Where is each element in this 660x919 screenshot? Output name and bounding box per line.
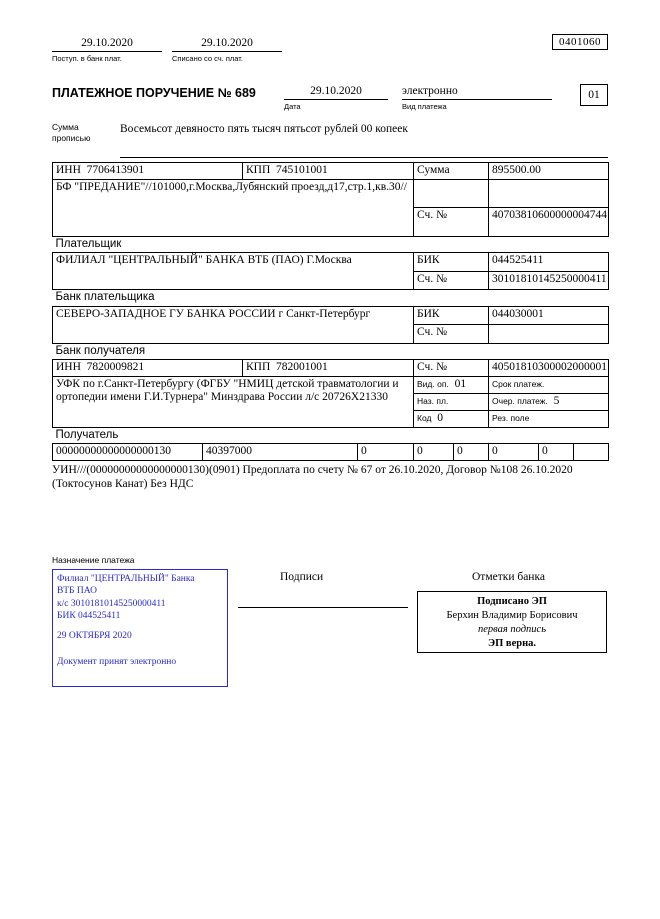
- received-date-caption: Поступ. в банк плат.: [52, 54, 122, 63]
- purpose-code-cell: [414, 393, 489, 410]
- payment-kind-value: электронно: [402, 84, 552, 100]
- budget-kbk: 00000000000000000130: [53, 444, 203, 461]
- document-date-value: 29.10.2020: [284, 84, 388, 100]
- amount-in-words-row: [52, 122, 608, 162]
- stamp-line3: к/с 30101810145250000411: [57, 598, 166, 609]
- payee-bank-bik-label: БИК: [414, 306, 489, 325]
- purpose-code-label: Наз. пл.: [417, 395, 449, 406]
- document-code: 01: [580, 84, 608, 106]
- payee-kpp-value: 782001001: [276, 361, 328, 373]
- budget-doc-number: 0: [454, 444, 489, 461]
- purpose-caption: Назначение платежа: [52, 554, 135, 565]
- payee-caption-spacer: [414, 427, 609, 444]
- electronic-signature-box: [417, 591, 607, 653]
- payer-bank-account-value: 30101810145250000411: [489, 271, 609, 290]
- stamp-gap-2: [57, 642, 223, 649]
- payer-bank-caption-row: [53, 290, 609, 307]
- payee-bank-bik-value: 044030001: [489, 306, 609, 325]
- stamp-line2: ВТБ ПАО: [57, 586, 97, 596]
- payer-bank-bik-value: 044525411: [489, 253, 609, 272]
- purpose-text: УИН///(00000000000000000130)(0901) Предоплата по счету № 67 от 26.10.2020, Договор №108 26.10.2020 (Токтосунов Канат) Без НДС: [52, 463, 573, 490]
- payee-kpp-label: КПП: [246, 361, 271, 373]
- title-row: [52, 84, 608, 118]
- payer-caption-spacer: [414, 236, 609, 253]
- received-date-block: [52, 36, 162, 63]
- op-kind-label: Вид. оп.: [417, 378, 449, 389]
- queue-label: Очер. платеж.: [492, 395, 548, 406]
- payer-inn-row: [53, 163, 609, 180]
- queue-cell: [489, 393, 609, 410]
- payment-kind-caption: Вид платежа: [402, 102, 447, 111]
- stamp-accepted: Документ принят электронно: [57, 657, 177, 667]
- payer-inn-cell: [53, 163, 243, 180]
- payee-inn-label: ИНН: [56, 361, 81, 373]
- amount-label-cell: Сумма: [414, 163, 489, 180]
- payer-name-cell: [53, 179, 414, 236]
- payee-caption-row: [53, 427, 609, 444]
- payee-caption: Получатель: [55, 428, 119, 441]
- payer-bank-name-cell: [53, 253, 414, 290]
- payment-order-document: [52, 36, 608, 699]
- payer-name-value: БФ "ПРЕДАНИЕ"//101000,г.Москва,Лубянский проезд,д17,стр.1,кв.30//: [56, 180, 407, 193]
- payee-bank-name-value: СЕВЕРО-ЗАПАДНОЕ ГУ БАНКА РОССИИ г Санкт-Петербург: [56, 307, 371, 320]
- payee-name-row: [53, 376, 609, 393]
- stamp-gap-3: [57, 649, 223, 656]
- amount-in-words-label-line1: Сумма: [52, 122, 79, 132]
- payer-kpp-value: 745101001: [276, 164, 328, 176]
- amount-in-words-value: Восемьсот девяносто пять тысяч пятьсот рублей 00 копеек: [120, 122, 608, 158]
- term-label: Срок платеж.: [492, 378, 545, 389]
- purpose-block: [52, 463, 608, 567]
- stamp-line4: БИК 044525411: [57, 611, 121, 621]
- bank-stamp: [52, 569, 228, 687]
- code-cell: [414, 410, 489, 427]
- signature-line: [238, 607, 408, 608]
- debited-date-value: 29.10.2020: [172, 36, 282, 52]
- payer-kpp-cell: [243, 163, 414, 180]
- term-cell: [489, 376, 609, 393]
- form-code: 0401060: [552, 34, 608, 50]
- stamp-date: 29 ОКТЯБРЯ 2020: [57, 630, 132, 641]
- ep-person: Берхин Владимир Борисович: [446, 609, 578, 621]
- code-label: Код: [417, 412, 432, 423]
- payer-kpp-label: КПП: [246, 164, 271, 176]
- page-title: ПЛАТЕЖНОЕ ПОРУЧЕНИЕ № 689: [52, 86, 256, 100]
- budget-doc-date: 0: [489, 444, 539, 461]
- payer-inn-label: ИНН: [56, 164, 81, 176]
- payer-bank-bik-label: БИК: [414, 253, 489, 272]
- payer-account-value: 40703810600000004744: [489, 208, 609, 237]
- payer-caption-row: [53, 236, 609, 253]
- payee-name-value: УФК по г.Санкт-Петербургу (ФГБУ "НМИЦ детской травматологии и ортопедии имени Г.И.Турнера" Минздрава России л/с 20726Х21330: [56, 377, 399, 403]
- op-kind-cell: [414, 376, 489, 393]
- payer-bank-account-label: Сч. №: [414, 271, 489, 290]
- budget-type: 0: [539, 444, 574, 461]
- payee-account-value: 40501810300002000001: [489, 360, 609, 377]
- payee-bank-account-label: Сч. №: [414, 325, 489, 344]
- payment-kind-block: [402, 84, 552, 111]
- ep-valid: ЭП верна.: [487, 637, 536, 649]
- ep-title: Подписано ЭП: [477, 595, 547, 607]
- debited-date-caption: Списано со сч. плат.: [172, 54, 243, 63]
- amount-in-words-label: [52, 122, 116, 144]
- budget-details-row: [53, 444, 609, 461]
- payer-bank-name-value: ФИЛИАЛ "ЦЕНТРАЛЬНЫЙ" БАНКА ВТБ (ПАО) Г.Москва: [56, 254, 352, 266]
- payee-inn-cell: [53, 360, 243, 377]
- payee-bank-caption-spacer: [414, 343, 609, 360]
- payer-inn-value: 7706413901: [86, 164, 145, 176]
- stamp-gap-1: [57, 623, 223, 630]
- payee-bank-account-value: [489, 325, 609, 344]
- budget-period: 0: [414, 444, 454, 461]
- amount-value-cell: 895500.00: [489, 163, 609, 180]
- budget-oktmo: 40397000: [203, 444, 358, 461]
- received-date-value: 29.10.2020: [52, 36, 162, 52]
- payee-name-cell: [53, 376, 414, 427]
- payee-inn-row: [53, 360, 609, 377]
- payee-account-label: Сч. №: [414, 360, 489, 377]
- debited-date-block: [172, 36, 282, 63]
- budget-reason: 0: [358, 444, 414, 461]
- payee-bank-name-cell: [53, 306, 414, 343]
- bank-marks-label: Отметки банка: [472, 570, 545, 583]
- payer-name-row: [53, 179, 609, 208]
- signature-area: [52, 569, 608, 699]
- top-dates-row: [52, 36, 608, 76]
- document-date-block: [284, 84, 388, 111]
- reserve-label: Рез. поле: [492, 412, 530, 423]
- stamp-line1: Филиал "ЦЕНТРАЛЬНЫЙ" Банка: [57, 573, 195, 584]
- signatures-label: Подписи: [280, 570, 324, 583]
- payee-bank-caption: Банк получателя: [55, 344, 146, 357]
- payer-account-top-spacer: [489, 179, 609, 208]
- amount-in-words-label-line2: прописью: [52, 133, 91, 143]
- payer-bank-row: [53, 253, 609, 272]
- payer-account-label-cell: [414, 179, 489, 208]
- queue-value: 5: [553, 394, 560, 407]
- payer-bank-caption-spacer: [414, 290, 609, 307]
- payee-inn-value: 7820009821: [86, 361, 145, 373]
- budget-extra: [574, 444, 609, 461]
- payee-bank-caption-row: [53, 343, 609, 360]
- payee-kpp-cell: [243, 360, 414, 377]
- reserve-cell: [489, 410, 609, 427]
- payee-bank-row: [53, 306, 609, 325]
- payment-details-grid: [52, 162, 609, 461]
- payer-bank-caption: Банк плательщика: [55, 291, 155, 303]
- payer-caption: Плательщик: [55, 237, 122, 250]
- op-kind-value: 01: [454, 377, 467, 390]
- payer-account-label: Сч. №: [414, 208, 489, 237]
- document-date-caption: Дата: [284, 102, 301, 111]
- ep-role: первая подпись: [477, 623, 546, 635]
- code-value: 0: [437, 411, 443, 424]
